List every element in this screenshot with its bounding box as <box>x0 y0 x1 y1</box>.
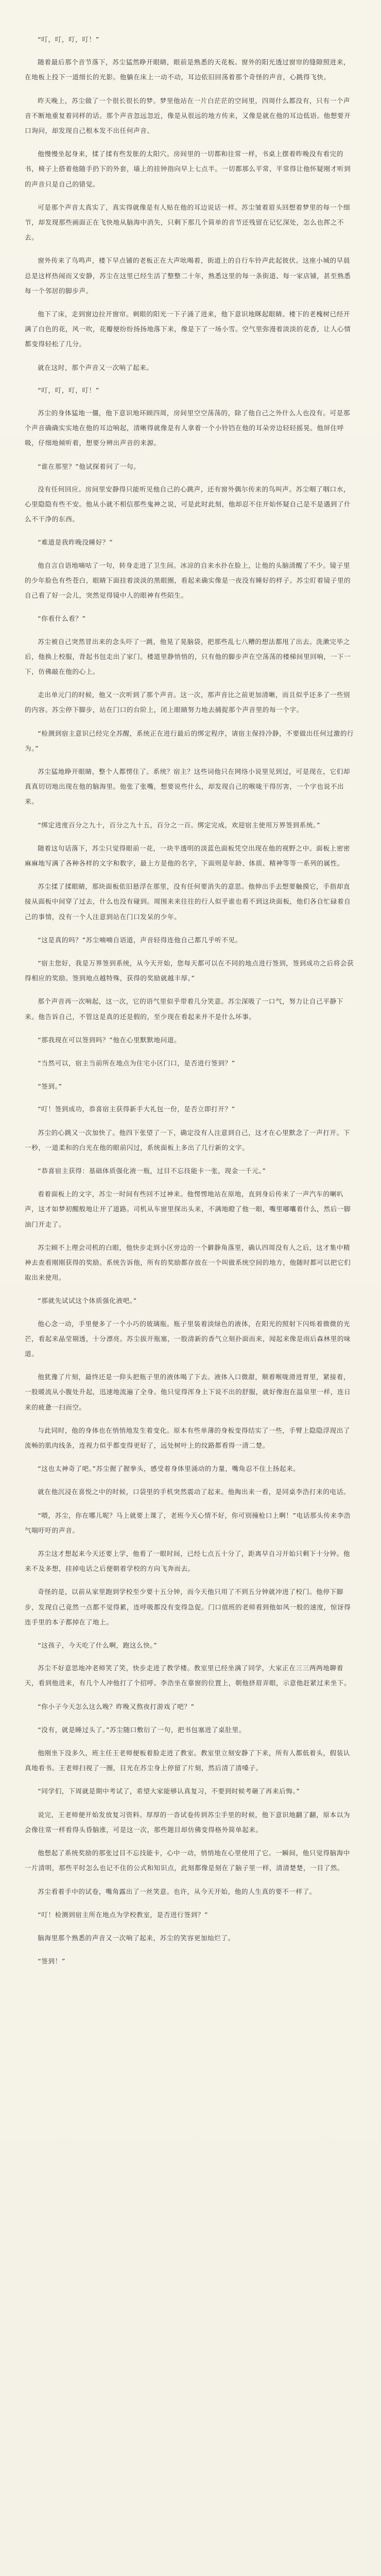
paragraph: 苏尘这才想起来今天还要上学，他看了一眼时间，已经七点五十分了，距离早自习开始只剩下十分钟。他来不及多想，挂掉电话之后便朝着学校的方向飞奔而去。 <box>25 1550 351 1573</box>
paragraph: 奇怪的是，以前从家里跑到学校至少要十五分钟，而今天他只用了不到五分钟就冲进了校门。他停下脚步，发现自己竟然一点都不觉得累，连呼吸都没有变得急促。门口值班的老师看到他如风一般的速度，惊讶得连手里的本子都掉在了地上。 <box>25 1588 351 1626</box>
paragraph: 他想起了系统奖励的那张过目不忘技能卡，心中一动，悄悄地在心里使用了它。一瞬间，他只觉得脑海中一片清明，那些平时怎么也记不住的公式和知识点，此刻都像是刻在了脑子里一样，清清楚楚，一目了然。 <box>25 1849 351 1872</box>
paragraph: 苏尘揉了揉眼睛，那块面板依旧悬浮在那里，没有任何要消失的意思。他伸出手去想要触摸它，手指却直接从面板中间穿了过去，什么也没有碰到。周围来来往往的行人似乎谁也看不到这块面板，他们各自忙碌着自己的事情，没有一个人注意到站在门口发呆的少年。 <box>25 883 351 921</box>
paragraph: 苏尘猛地睁开眼睛，整个人都愣住了。系统？宿主？这些词他只在网络小说里见到过，可是现在，它们却真真切切地出现在他的脑海里。他张了张嘴，想要说些什么，却发现自己的喉咙干得厉害，一个字也说不出来。 <box>25 767 351 806</box>
paragraph: “检测到宿主意识已经完全苏醒，系统正在进行最后的绑定程序，请宿主保持冷静，不要做出任何过激的行为。” <box>25 729 354 752</box>
paragraph: “叮！检测到宿主所在地点为学校教室，是否进行签到？” <box>38 1910 209 1919</box>
paragraph: 可是那个声音太真实了，真实得就像是有人贴在他的耳边说话一样。苏尘皱着眉头回想着梦里的每一个细节，却发现那些画面正在飞快地从脑海中消失，只剩下那几个简单的音节还残留在记忆深处，怎么也挥之不去。 <box>25 203 351 242</box>
paragraph: “难道是我昨晚没睡好？” <box>38 538 113 547</box>
paragraph: 他心念一动，手里便多了一个小巧的玻璃瓶。瓶子里装着淡绿色的液体，在阳光的照射下闪烁着微微的光芒，看起来晶莹剔透，十分漂亮。苏尘拔开瓶塞，一股清新的香气立刻扑面而来，闻起来像是雨后森林里的味道。 <box>25 1319 351 1358</box>
paragraph: 昨天晚上，苏尘做了一个很长很长的梦。梦里他站在一片白茫茫的空间里，四周什么都没有，只有一个声音不断地重复着同样的话。那个声音忽远忽近，像是从很远的地方传来，又像是就在他的耳边低语。他想要开口询问，却发现自己根本发不出任何声音。 <box>25 96 351 135</box>
paragraph: 看着面板上的文字，苏尘一时间有些回不过神来。他愣愣地站在原地，直到身后传来了一声汽车的喇叭声，这才如梦初醒般地让开了道路。司机从车窗里探出头来，不满地瞪了他一眼，嘴里嘟囔着什么，然后一脚油门开走了。 <box>25 1190 351 1228</box>
paragraph: “恭喜宿主获得：基础体质强化液一瓶，过目不忘技能卡一张，现金一千元。” <box>38 1166 266 1175</box>
paragraph: 走出单元门的时候，他又一次听到了那个声音。这一次，那声音比之前更加清晰，而且似乎还多了一些别的内容。苏尘停下脚步，站在门口的台阶上，闭上眼睛努力地去捕捉那个声音里的每一个字。 <box>25 691 351 714</box>
paragraph: “签到。” <box>38 1082 62 1091</box>
paragraph: “叮，叮，叮，叮！” <box>38 36 99 43</box>
paragraph: 说完，王老师便开始发放复习资料。厚厚的一沓试卷传到苏尘手里的时候，他下意识地翻了翻，原本以为会像往常一样看得头昏脑涨，可是这一次，那些题目却仿佛变得格外简单起来。 <box>25 1810 351 1834</box>
paragraph: “这是真的吗？”苏尘喃喃自语道，声音轻得连他自己都几乎听不见。 <box>38 936 243 944</box>
paragraph: “没有，就是睡过头了。”苏尘随口敷衍了一句，把书包塞进了桌肚里。 <box>38 1725 246 1734</box>
paragraph: 苏尘不好意思地冲老师笑了笑，快步走进了教学楼。教室里已经坐满了同学，大家正在三三两两地聊着天，看到他进来，有几个人冲他打了个招呼。李浩坐在靠窗的位置上，朝他挤眉弄眼，示意他赶紧过来坐下。 <box>25 1664 351 1687</box>
paragraph: “同学们，下周就是期中考试了，希望大家能够认真复习，不要到时候考砸了再来后悔。” <box>38 1787 300 1795</box>
paragraph: 随着最后那个音节落下，苏尘猛然睁开眼睛，眼前是熟悉的天花板。窗外的阳光透过窗帘的缝隙照进来，在地板上投下一道细长的光影。他躺在床上一动不动，耳边依旧回荡着那个奇怪的声音，心跳得飞快。 <box>25 58 351 81</box>
paragraph: “签到！” <box>38 1957 66 1965</box>
paragraph: 随着这句话落下，苏尘只觉得眼前一花，一块半透明的淡蓝色面板凭空出现在他的视野之中。面板上密密麻麻地写满了各种各样的文字和数字，最上方是他的名字，下面则是年龄、体质、精神等等一系列的属性。 <box>25 844 351 867</box>
paragraph: 苏尘看着手中的试卷，嘴角露出了一丝笑意。也许，从今天开始，他的人生真的要不一样了。 <box>38 1887 317 1895</box>
paragraph: “那就先试试这个体质强化液吧。” <box>38 1297 137 1305</box>
paragraph: 他刚坐下没多久，班主任王老师便板着脸走进了教室。教室里立刻安静了下来，所有人都低着头，假装认真地看书。王老师扫视了一圈，目光在苏尘身上停留了片刻，然后清了清嗓子。 <box>25 1749 351 1772</box>
paragraph: 脑海里那个熟悉的声音又一次响了起来，苏尘的笑容更加灿烂了。 <box>38 1934 235 1942</box>
paragraph: “这孩子，今天吃了什么啊，跑这么快。” <box>38 1641 158 1650</box>
paragraph: 他犹豫了片刻，最终还是一仰头把瓶子里的液体喝了下去。液体入口微甜，顺着喉咙滑进胃里，紧接着，一股暖流从小腹处升起，迅速地流遍了全身。他只觉得浑身上下说不出的舒服，就好像泡在温泉里一样，连日来的疲惫一扫而空。 <box>25 1373 351 1411</box>
paragraph: “宿主您好，我是万界签到系统，从今天开始，您每天都可以在不同的地点进行签到，签到成功之后将会获得相应的奖励。签到地点越特殊，获得的奖励就越丰厚。” <box>25 959 354 982</box>
paragraph: 他自言自语地嘀咕了一句，转身走进了卫生间。冰凉的自来水扑在脸上，让他的头脑清醒了不少。镜子里的少年脸色有些苍白，眼睛下面挂着淡淡的黑眼圈，看起来确实像是一夜没有睡好的样子。苏尘盯着镜子里的自己看了好一会儿，突然觉得镜中人的眼神有些陌生。 <box>25 561 351 600</box>
paragraph: “那我现在可以签到吗？”他在心里默默地问道。 <box>38 1036 181 1044</box>
article-body <box>25 32 356 1969</box>
paragraph: “叮！签到成功，恭喜宿主获得新手大礼包一份，是否立即打开？” <box>38 1105 235 1113</box>
paragraph: “当然可以，宿主当前所在地点为住宅小区门口，是否进行签到？” <box>38 1059 235 1067</box>
paragraph: 窗外传来了鸟鸣声，楼下早点铺的老板正在大声吆喝着，街道上的自行车铃声此起彼伏。这座小城的早晨总是这样热闹而又安静，苏尘在这里已经生活了整整二十年，熟悉这里的每一条街道、每一家店铺，甚至熟悉每一个邻居的脚步声。 <box>25 257 351 295</box>
paragraph: 与此同时，他的身体也在悄悄地发生着变化。原本有些单薄的身板变得结实了一些，手臂上隐隐浮现出了流畅的肌肉线条，连视力似乎都变得更好了，远处树叶上的纹路都看得一清二楚。 <box>25 1426 351 1450</box>
paragraph: 苏尘被自己突然冒出来的念头吓了一跳，他晃了晃脑袋，把那些乱七八糟的想法都甩了出去。洗漱完毕之后，他换上校服，背起书包走出了家门。楼道里静悄悄的，只有他的脚步声在空荡荡的楼梯间里回响，一下一下，仿佛敲在他的心上。 <box>25 637 351 675</box>
paragraph: 那个声音再一次响起，这一次，它的语气里似乎带着几分笑意。苏尘深吸了一口气，努力让自己平静下来。他告诉自己，不管这是真的还是假的，至少现在看起来并不是什么坏事。 <box>25 997 343 1021</box>
paragraph: “你小子今天怎么这么晚？昨晚又熬夜打游戏了吧？” <box>38 1702 195 1710</box>
paragraph: “这也太神奇了吧。”苏尘握了握拳头，感受着身体里涌动的力量，嘴角忍不住上扬起来。 <box>38 1465 300 1473</box>
paragraph: 苏尘的心跳又一次加快了。他四下张望了一下，确定没有人注意到自己，这才在心里默念了一声打开。下一秒，一道柔和的白光在他的眼前闪过，系统面板上多出了几行新的文字。 <box>25 1128 351 1151</box>
paragraph: “叮，叮，叮，叮！” <box>38 386 99 394</box>
paragraph: 他慢慢坐起身来，揉了揉有些发胀的太阳穴。房间里的一切都和往常一样，书桌上摆着昨晚没有看完的书，椅子上搭着他随手扔下的外套，墙上的挂钟指向早上七点半。一切都那么平常，平常得让他怀疑刚才听到的声音只是自己的错觉。 <box>25 150 351 188</box>
paragraph: 他下了床，走到窗边拉开窗帘。刺眼的阳光一下子涌了进来，他下意识地眯起眼睛。楼下的老槐树已经开满了白色的花，风一吹，花瓣便纷纷扬扬地落下来，像是下了一场小雪。空气里弥漫着淡淡的花香，让人心情都变得轻松了几分。 <box>25 310 351 348</box>
paragraph: 就在这时，那个声音又一次响了起来。 <box>38 363 153 371</box>
paragraph: 苏尘的身体猛地一僵，他下意识地环顾四周，房间里空空荡荡的，除了他自己之外什么人也没有。可是那个声音确确实实地在他的耳边响起，清晰得就像是有人拿着一个小铃铛在他的耳朵旁边轻轻摇晃。他屏住呼吸，仔细地倾听着，想要分辨出声音的来源。 <box>25 409 351 447</box>
paragraph: “喂，苏尘，你在哪儿呢？马上就要上课了，老班今天心情不好，你可别撞枪口上啊！”电话那头传来李浩气喘吁吁的声音。 <box>25 1511 351 1534</box>
paragraph: “你看什么看？” <box>38 615 86 623</box>
paragraph: 没有任何回应。房间里安静得只能听见他自己的心跳声，还有窗外偶尔传来的鸟叫声。苏尘咽了咽口水，心里隐隐有些不安。他从小就不相信那些鬼神之说，可是此时此刻，他却忍不住开始怀疑自己是不是遇到了什么不干净的东西。 <box>25 485 351 523</box>
paragraph: “谁在那里？”他试探着问了一句。 <box>38 462 141 470</box>
paragraph: 就在他沉浸在喜悦之中的时候，口袋里的手机突然震动了起来。他掏出来一看，是同桌李浩打来的电话。 <box>38 1488 351 1496</box>
paragraph: 苏尘顾不上理会司机的白眼，他快步走到小区旁边的一个僻静角落里，确认四周没有人之后，这才集中精神去查看刚刚获得的奖励。系统告诉他，所有的奖励都存放在一个叫做系统空间的地方，他随时都可以把它们取出来使用。 <box>25 1243 351 1282</box>
paragraph: “绑定进度百分之九十，百分之九十五，百分之一百。绑定完成，欢迎宿主使用万界签到系统。” <box>38 821 321 829</box>
